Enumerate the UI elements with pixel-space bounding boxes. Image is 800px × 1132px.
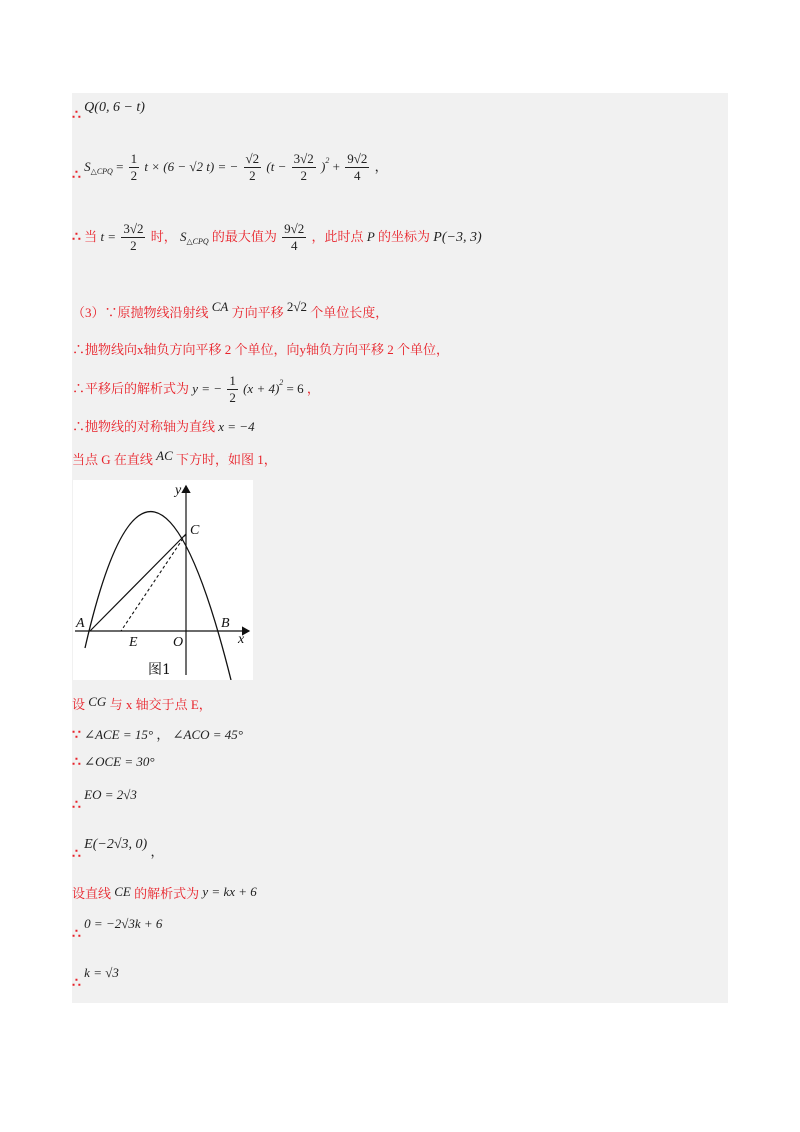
therefore-symbol: ∴ — [72, 167, 81, 183]
fraction-3root2-over-2: $\frac{3√2}{2}$ — [293, 151, 314, 184]
line-area-expression: ∴ $S_{\triangle CPQ}$ = $\frac{1}{2}$ t × (6 − √2 t) = − $\frac{√2}{2}$ (t − $\frac{3√2}{2}$ )$^2$ + $\frac{9√2}{4}$ ， — [72, 151, 388, 184]
parabola-curve — [85, 512, 231, 680]
fraction-9root2-over-4: $\frac{9√2}{4}$ — [347, 151, 368, 184]
therefore-symbol: ∴ — [72, 976, 81, 991]
line-ce-equation: 设直线 CE 的解析式为 y = kx + 6 — [72, 884, 257, 901]
label-o: O — [173, 635, 184, 650]
line-solve-k: ∴ 0 = −2√3k + 6 — [72, 916, 163, 942]
fraction-half: $\frac{1}{2}$ — [229, 373, 236, 406]
figure-1 — [73, 480, 253, 680]
fraction-max-value: $\frac{9√2}{4}$ — [284, 221, 305, 254]
because-symbol: ∵ — [72, 728, 81, 743]
line-case-g-below: 当点 G 在直线 AC 下方时，如图 1， — [72, 448, 277, 467]
therefore-symbol: ∴ — [72, 927, 81, 942]
label-c: C — [190, 523, 200, 538]
q-expression: Q(0, 6 − t) — [84, 100, 145, 115]
line-max-area: ∴ 当 t = $\frac{3√2}{2}$ 时， $S_{\triangle CPQ}$ 的最大值为 $\frac{9√2}{4}$ ，此时点 P 的坐标为 P(−3, 3) — [72, 221, 482, 254]
line-angle-oce: ∴ ∠OCE = 30° — [72, 754, 155, 770]
figure-caption: 图1 — [148, 662, 171, 678]
line-cg-intersect: 设 CG 与 x 轴交于点 E， — [72, 694, 212, 712]
label-e: E — [129, 635, 138, 650]
fraction-half: $\frac{1}{2}$ — [130, 151, 138, 184]
line-new-equation: ∴平移后的解析式为 y = − $\frac{1}{2}$ $(x + 4)^2 = 6$ ， — [72, 373, 320, 406]
segment-ce-dashed — [121, 534, 186, 631]
label-x: x — [238, 632, 245, 647]
therefore-symbol: ∴ — [72, 755, 81, 770]
point-p-coordinate: P(−3, 3) — [433, 229, 482, 245]
line-axis-of-symmetry: ∴抛物线的对称轴为直线 x = −4 — [72, 419, 255, 434]
line-angles: ∵ ∠ACE = 15° ， ∠ACO = 45° — [72, 727, 243, 743]
segment-ac — [90, 534, 186, 631]
line-eo-length: ∴ EO = 2√3 — [72, 787, 137, 813]
area-symbol: $S_{\triangle CPQ}$ — [84, 158, 113, 176]
label-y: y — [175, 483, 182, 498]
line-k-value: ∴ k = √3 — [72, 965, 119, 991]
therefore-symbol: ∴ — [72, 229, 81, 245]
fraction-root2-over-2: $\frac{√2}{2}$ — [245, 151, 260, 184]
label-b: B — [221, 616, 230, 631]
line-e-coordinate: ∴ E(−2√3, 0) ， — [72, 837, 164, 862]
therefore-symbol: ∴ — [72, 108, 81, 123]
therefore-symbol: ∴ — [72, 847, 81, 862]
fraction-t-value: $\frac{3√2}{2}$ — [123, 221, 144, 254]
parabola-diagram — [73, 480, 253, 680]
therefore-symbol: ∴ — [72, 798, 81, 813]
label-a: A — [76, 616, 85, 631]
line-q-coordinate — [72, 100, 145, 123]
line-part3-intro: （3）∵原抛物线沿射线 CA 方向平移 2√2 个单位长度， — [72, 299, 389, 320]
line-translation: ∴抛物线向x轴负方向平移 2 个单位，向y轴负方向平移 2 个单位， — [72, 342, 450, 357]
